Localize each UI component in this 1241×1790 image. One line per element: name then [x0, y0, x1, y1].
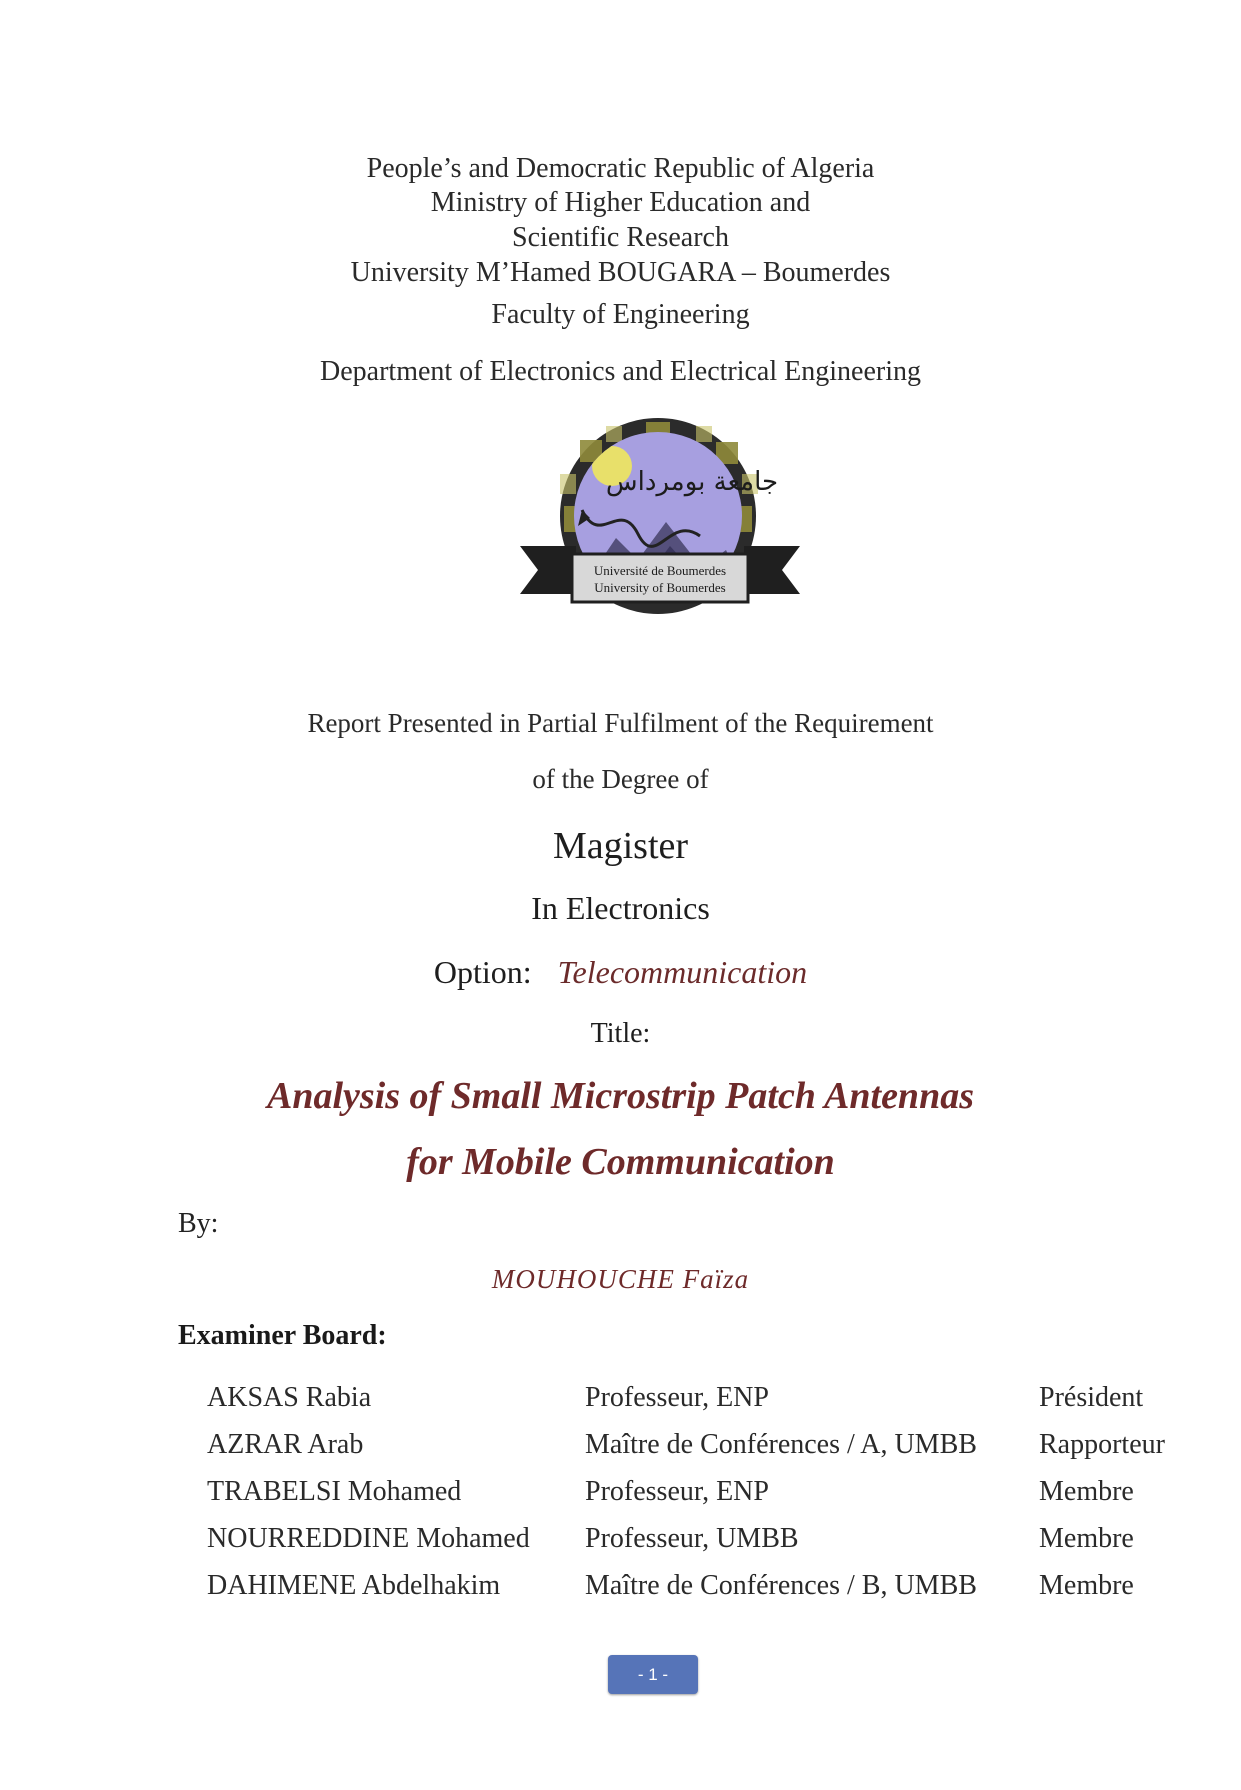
ministry-name: Ministry of Higher Education and	[430, 187, 811, 218]
examiner-role: Président	[1039, 1382, 1144, 1413]
examiner-position: Maître de Conférences / B, UMBB	[585, 1570, 977, 1601]
examiner-name: DAHIMENE Abdelhakim	[207, 1570, 501, 1601]
option-line	[0, 954, 1241, 991]
page-number-badge: - 1 -	[608, 1655, 698, 1694]
examiner-row	[0, 1476, 1241, 1523]
examiner-row	[0, 1523, 1241, 1570]
examiner-position: Professeur, ENP	[585, 1382, 769, 1413]
examiner-row	[0, 1570, 1241, 1617]
examiner-position: Maître de Conférences / A, UMBB	[585, 1429, 977, 1460]
examiner-name: AZRAR Arab	[207, 1429, 364, 1460]
option-label: Option:	[433, 954, 532, 990]
ministry-name-continued: Scientific Research	[512, 222, 729, 253]
by-label: By:	[178, 1208, 219, 1239]
examiner-position: Professeur, ENP	[585, 1476, 769, 1507]
examiner-name: TRABELSI Mohamed	[207, 1476, 462, 1507]
examiner-role: Rapporteur	[1039, 1429, 1165, 1460]
seal-ribbon-french: Université de Boumerdes	[593, 563, 727, 578]
degree-name: Magister	[552, 825, 689, 867]
university-seal-icon	[520, 418, 800, 632]
seal-arabic-text: جامعة بومرداس	[605, 467, 779, 497]
faculty-name: Faculty of Engineering	[491, 299, 750, 330]
degree-field: In Electronics	[531, 890, 710, 926]
country-name: People’s and Democratic Republic of Algeria	[366, 153, 875, 184]
examiner-position: Professeur, UMBB	[585, 1523, 799, 1554]
report-statement-continued: of the Degree of	[532, 764, 709, 794]
examiner-row	[0, 1382, 1241, 1429]
seal-ribbon-english: University of Boumerdes	[594, 580, 726, 595]
examiner-name: NOURREDDINE Mohamed	[207, 1523, 530, 1554]
department-name: Department of Electronics and Electrical Engineering	[320, 356, 921, 387]
title-label: Title:	[590, 1018, 651, 1049]
examiner-role: Membre	[1039, 1476, 1134, 1507]
report-statement: Report Presented in Partial Fulfilment of the Requirement	[307, 708, 934, 738]
thesis-title-line-2: for Mobile Communication	[406, 1141, 835, 1183]
author-name: MOUHOUCHE Faïza	[491, 1264, 750, 1294]
examiner-role: Membre	[1039, 1570, 1134, 1601]
examiner-row	[0, 1429, 1241, 1476]
university-name: University M’Hamed BOUGARA – Boumerdes	[350, 257, 891, 288]
examiner-role: Membre	[1039, 1523, 1134, 1554]
examiner-board-heading: Examiner Board:	[178, 1320, 387, 1351]
thesis-title-line-1: Analysis of Small Microstrip Patch Antennas	[266, 1075, 974, 1117]
option-value: Telecommunication	[557, 954, 808, 990]
examiner-name: AKSAS Rabia	[207, 1382, 372, 1413]
